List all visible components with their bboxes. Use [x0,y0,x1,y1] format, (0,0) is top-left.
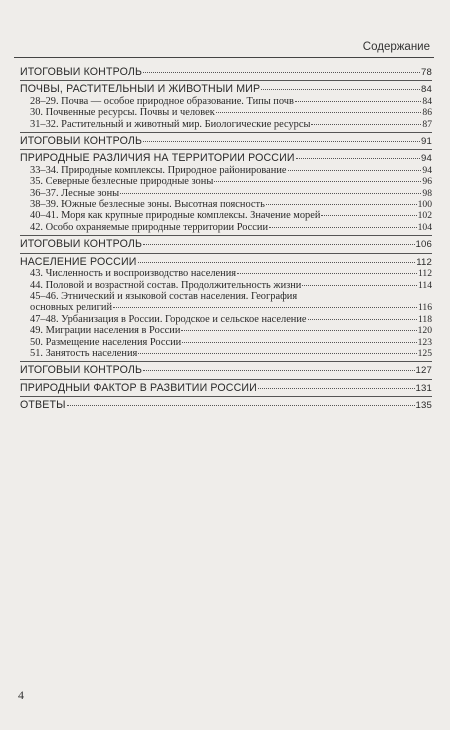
section-divider [20,253,432,254]
toc-entry-title: 38–39. Южные безлесные зоны. Высотная поясность [30,199,265,211]
leader-dots [302,284,417,286]
toc-entry[interactable] [20,280,432,291]
toc-entry-continuation [30,302,432,313]
toc-entry-page: 135 [415,400,432,412]
toc-entry-title: 49. Миграции населения в России [30,325,181,337]
section-divider [20,235,432,236]
toc-entry-page: 120 [417,325,432,337]
toc-entry[interactable] [20,165,432,176]
leader-dots [296,157,420,159]
leader-dots [138,352,416,354]
toc-entry-page: 118 [417,313,432,325]
toc-entry-page: 112 [417,268,432,280]
toc-entry-page: 123 [417,336,432,348]
toc-entry-page: 86 [422,107,432,119]
toc-entry-title: 36–37. Лесные зоны [30,187,120,199]
leader-dots [237,272,417,274]
section-divider [20,396,432,397]
toc-entry-page: 98 [422,187,432,199]
toc-entry-title: ИТОГОВЫЙ КОНТРОЛЬ [20,365,143,377]
toc-entry-title: ИТОГОВЫЙ КОНТРОЛЬ [20,239,143,251]
leader-dots [216,111,422,113]
toc-entry-page: 127 [415,365,432,377]
toc-entry[interactable] [20,314,432,325]
toc-entry-page: 78 [421,67,432,78]
leader-dots [311,123,421,125]
toc-entry[interactable] [20,239,432,250]
toc-entry[interactable] [20,257,432,268]
leader-dots [214,180,421,182]
toc-entry[interactable] [20,107,432,118]
toc-entry-page: 125 [417,347,432,359]
toc-entry[interactable] [20,325,432,336]
toc-entry-title: ПРИРОДНЫЙ ФАКТОР В РАЗВИТИИ РОССИИ [20,382,257,394]
leader-dots [138,261,416,263]
toc-entry[interactable] [20,291,432,314]
leader-dots [181,329,416,331]
leader-dots [182,341,416,343]
toc-entry-title: ОТВЕТЫ [20,400,66,412]
toc-entry-page: 116 [417,302,432,314]
toc-entry[interactable] [20,119,432,130]
leader-dots [266,203,417,205]
toc-entry-page: 100 [417,199,432,211]
toc-entry-title: 43. Численность и воспроизводство населения [30,268,237,280]
toc-entry-title-cont: основных религий [30,302,112,314]
toc-entry-page: 94 [421,153,432,165]
toc-entry[interactable] [20,222,432,233]
toc-entry-page: 104 [417,221,432,233]
leader-dots [120,192,421,194]
toc-entry[interactable] [20,268,432,279]
toc-entry-page: 131 [415,382,432,394]
toc-entry-title: 40–41. Моря как крупные природные комплексы. Значение морей [30,210,321,222]
toc-entry-title: ИТОГОВЫЙ КОНТРОЛЬ [20,136,143,148]
toc-entry-title: 30. Почвенные ресурсы. Почвы и человек [30,107,215,119]
section-divider [20,149,432,150]
leader-dots [288,169,422,171]
toc-entry-page: 84 [422,95,432,107]
toc-entry-page: 96 [422,176,432,188]
toc-entry-title: 45–46. Этнический и языковой состав населения. География [30,290,298,302]
toc-entry[interactable] [20,199,432,210]
page-number: 4 [18,688,24,702]
toc-entry-title: 47–48. Урбанизация в России. Городское и сельское население [30,313,307,325]
toc-entry-title: 31–32. Растительный и животный мир. Биологические ресурсы [30,118,311,130]
toc-entry-title: 44. Половой и возрастной состав. Продолжительность жизни [30,279,302,291]
leader-dots [143,71,420,73]
toc-entry-page: 106 [415,239,432,251]
toc-entry-title: 42. Особо охраняемые природные территории России [30,221,269,233]
toc-entry[interactable] [20,188,432,199]
leader-dots [67,404,415,406]
toc-entry[interactable] [20,337,432,348]
toc-entry-title: 33–34. Природные комплексы. Природное районирование [30,164,287,176]
toc-entry-title: ПРИРОДНЫЕ РАЗЛИЧИЯ НА ТЕРРИТОРИИ РОССИИ [20,153,295,165]
toc-entry-page: 94 [422,164,432,176]
header-rule [14,57,434,58]
leader-dots [113,306,417,308]
toc-entry[interactable] [20,96,432,107]
table-of-contents [20,67,432,412]
toc-entry-title: 35. Северные безлесные природные зоны [30,176,214,188]
toc-entry-page: 87 [422,118,432,130]
leader-dots [143,140,420,142]
section-divider [20,361,432,362]
toc-entry[interactable] [20,136,432,147]
leader-dots [261,88,420,90]
toc-entry-page: 114 [417,279,432,291]
leader-dots [143,369,414,371]
running-header: Содержание [362,41,430,53]
toc-entry[interactable] [20,176,432,187]
toc-entry-title: 51. Занятость населения [30,347,138,359]
toc-entry-title: 28–29. Почва — особое природное образование. Типы почв [30,95,294,107]
section-divider [20,132,432,133]
leader-dots [321,214,416,216]
toc-entry-page: 102 [417,210,432,222]
toc-entry[interactable] [20,383,432,394]
leader-dots [295,100,422,102]
toc-entry[interactable] [20,153,432,164]
leader-dots [308,318,417,320]
leader-dots [258,387,415,389]
toc-entry[interactable] [20,365,432,376]
leader-dots [143,243,414,245]
toc-entry-title: ИТОГОВЫЙ КОНТРОЛЬ [20,67,143,78]
toc-entry-title: НАСЕЛЕНИЕ РОССИИ [20,256,137,268]
toc-entry-page: 91 [421,136,432,148]
leader-dots [269,226,417,228]
toc-entry[interactable] [20,400,432,411]
section-divider [20,379,432,380]
toc-entry[interactable] [20,84,432,95]
toc-entry-title: 50. Размещение населения России [30,336,182,348]
toc-entry[interactable] [20,348,432,359]
toc-entry-title: ПОЧВЫ, РАСТИТЕЛЬНЫЙ И ЖИВОТНЫЙ МИР [20,84,261,96]
toc-entry[interactable] [20,210,432,221]
toc-entry[interactable] [20,67,432,78]
toc-entry-page: 84 [421,84,432,96]
toc-entry-page: 112 [416,256,432,268]
section-divider [20,80,432,81]
